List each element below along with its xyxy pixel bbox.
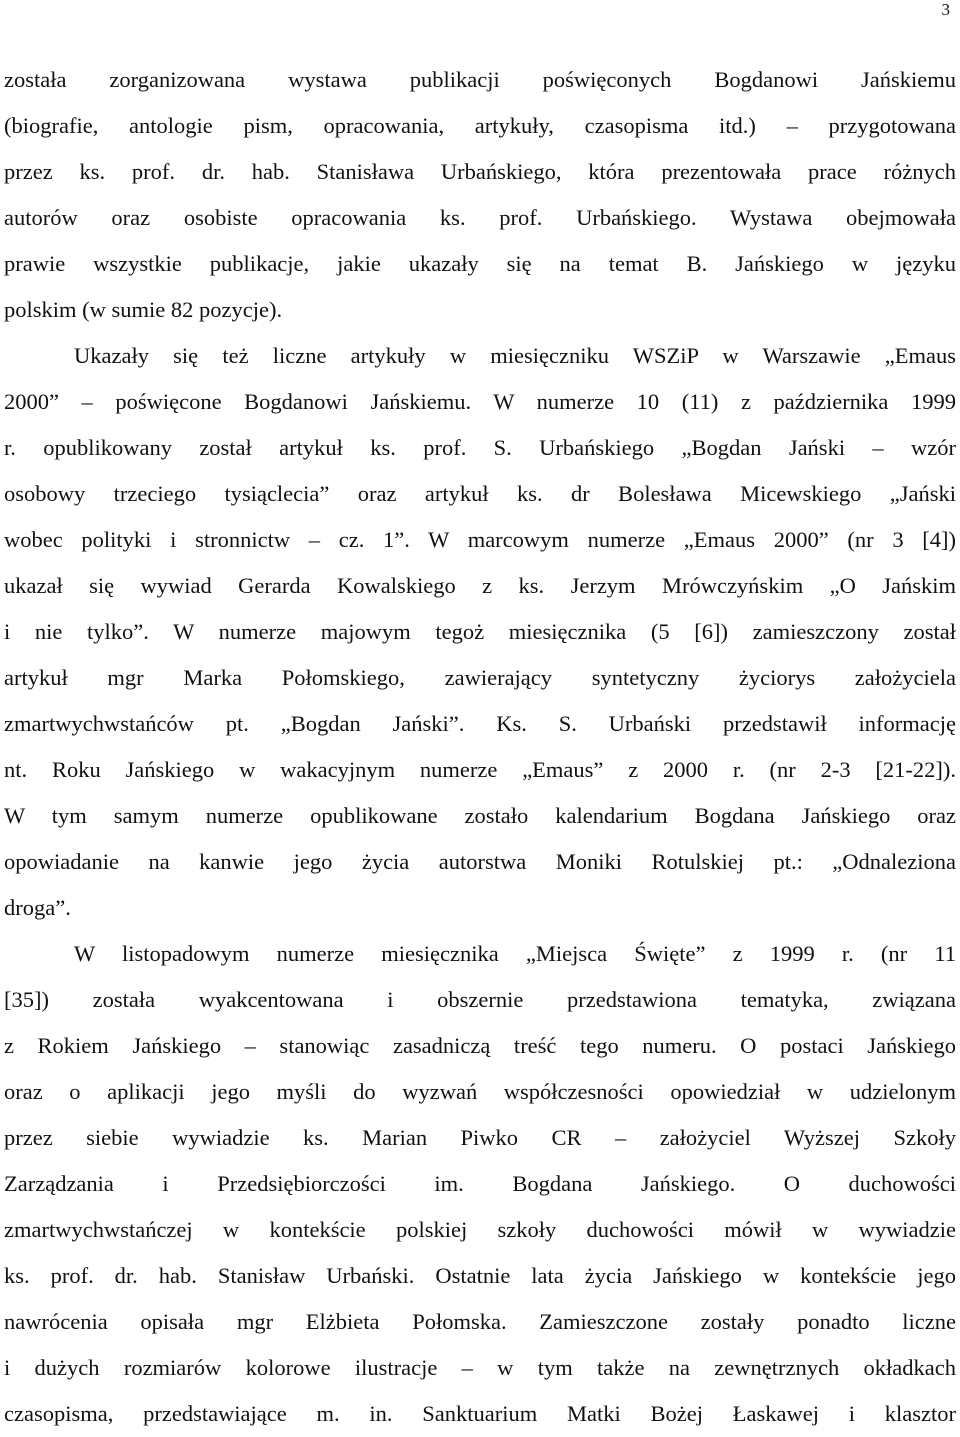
text-line: i dużych rozmiarów kolorowe ilustracje – w tym także na zewnętrznych okładkach: [4, 1355, 956, 1380]
text-line: droga”.: [4, 895, 71, 920]
text-line: W tym samym numerze opublikowane zostało kalendarium Bogdana Jańskiego oraz: [4, 803, 956, 828]
text-line: artykuł mgr Marka Połomskiego, zawierający syntetyczny życiorys założyciela: [4, 665, 956, 690]
text-line: opowiadanie na kanwie jego życia autorstwa Moniki Rotulskiej pt.: „Odnaleziona: [4, 849, 956, 874]
text-line: Zarządzania i Przedsiębiorczości im. Bogdana Jańskiego. O duchowości: [4, 1171, 956, 1196]
text-line: przez siebie wywiadzie ks. Marian Piwko CR – założyciel Wyższej Szkoły: [4, 1125, 956, 1150]
text-line: oraz o aplikacji jego myśli do wyzwań współczesności opowiedział w udzielonym: [4, 1079, 956, 1104]
text-line: prawie wszystkie publikacje, jakie ukazały się na temat B. Jańskiego w języku: [4, 251, 956, 276]
text-line: 2000” – poświęcone Bogdanowi Jańskiemu. W numerze 10 (11) z października 1999: [4, 389, 956, 414]
page-number: 3: [941, 0, 950, 19]
text-line: nawrócenia opisała mgr Elżbieta Połomska. Zamieszczone zostały ponadto liczne: [4, 1309, 956, 1334]
text-line: przez ks. prof. dr. hab. Stanisława Urbańskiego, która prezentowała prace różnych: [4, 159, 956, 184]
text-line: i nie tylko”. W numerze majowym tegoż miesięcznika (5 [6]) zamieszczony został: [4, 619, 956, 644]
text-line: polskim (w sumie 82 pozycje).: [4, 297, 283, 322]
text-line: czasopisma, przedstawiające m. in. Sanktuarium Matki Bożej Łaskawej i klasztor: [4, 1401, 956, 1426]
text-line: nt. Roku Jańskiego w wakacyjnym numerze „Emaus” z 2000 r. (nr 2-3 [21-22]).: [4, 757, 956, 782]
text-line: W listopadowym numerze miesięcznika „Miejsca Święte” z 1999 r. (nr 11: [74, 941, 956, 966]
text-line: osobowy trzeciego tysiąclecia” oraz artykuł ks. dr Bolesława Micewskiego „Jański: [4, 481, 956, 506]
text-line: zmartwychwstańców pt. „Bogdan Jański”. Ks. S. Urbański przedstawił informację: [4, 711, 956, 736]
text-line: została zorganizowana wystawa publikacji poświęconych Bogdanowi Jańskiemu: [4, 67, 956, 92]
document-body: [4, 57, 956, 1437]
text-line: wobec polityki i stronnictw – cz. 1”. W marcowym numerze „Emaus 2000” (nr 3 [4]): [4, 527, 956, 552]
text-line: Ukazały się też liczne artykuły w miesięczniku WSZiP w Warszawie „Emaus: [74, 343, 956, 368]
text-line: ukazał się wywiad Gerarda Kowalskiego z ks. Jerzym Mrówczyńskim „O Jańskim: [4, 573, 956, 598]
text-line: zmartwychwstańczej w kontekście polskiej szkoły duchowości mówił w wywiadzie: [4, 1217, 956, 1242]
text-line: autorów oraz osobiste opracowania ks. prof. Urbańskiego. Wystawa obejmowała: [4, 205, 956, 230]
text-line: ks. prof. dr. hab. Stanisław Urbański. Ostatnie lata życia Jańskiego w kontekście jego: [4, 1263, 956, 1288]
text-line: z Rokiem Jańskiego – stanowiąc zasadniczą treść tego numeru. O postaci Jańskiego: [4, 1033, 956, 1058]
text-line: r. opublikowany został artykuł ks. prof. S. Urbańskiego „Bogdan Jański – wzór: [4, 435, 956, 460]
text-line: [35]) została wyakcentowana i obszernie przedstawiona tematyka, związana: [4, 987, 956, 1012]
text-line: (biografie, antologie pism, opracowania, artykuły, czasopisma itd.) – przygotowana: [4, 113, 956, 138]
